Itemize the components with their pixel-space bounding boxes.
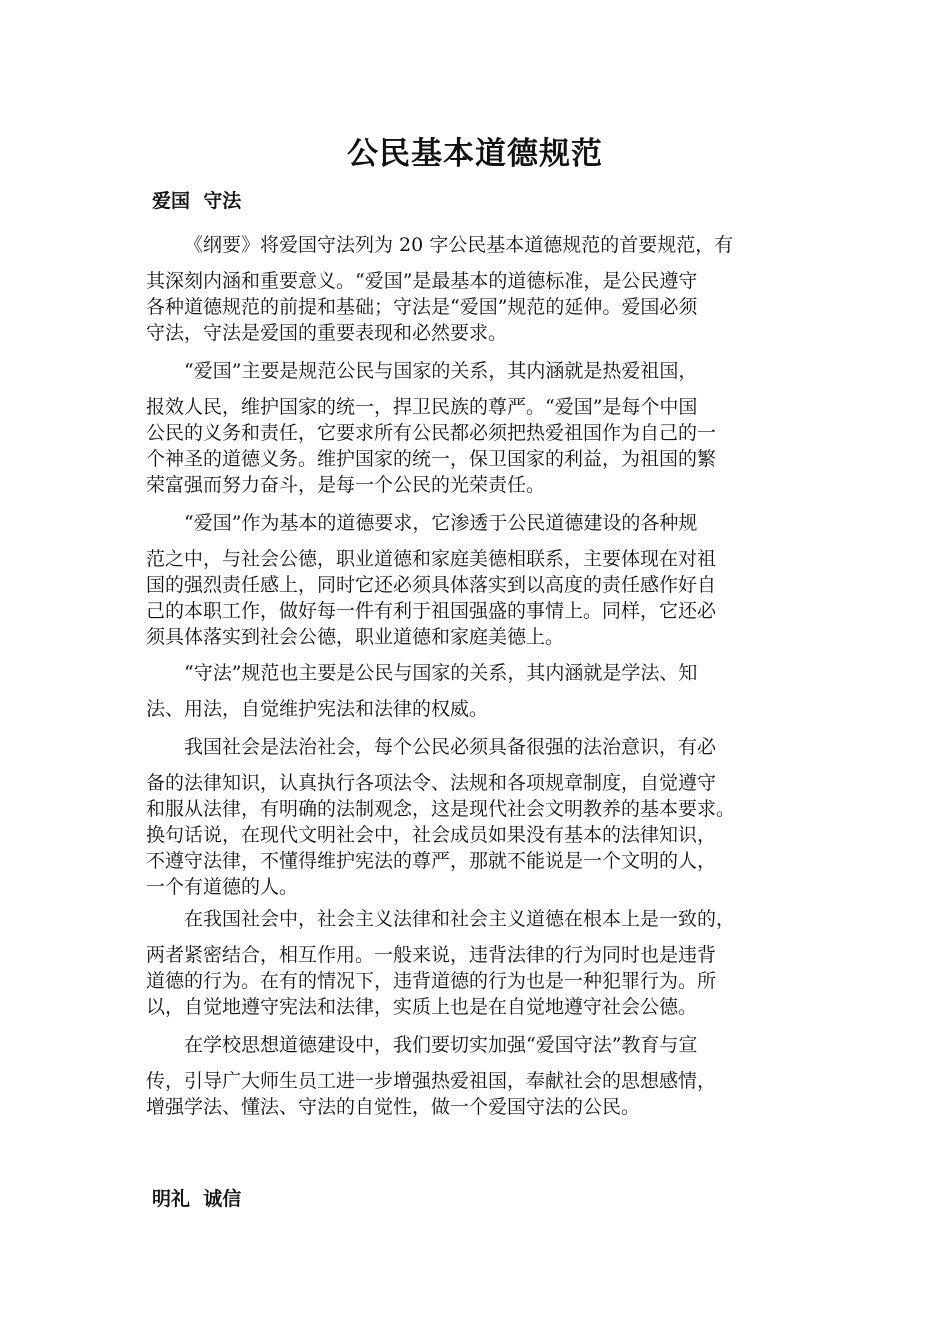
section-heading-courtesy: 明礼 诚信 (152, 1188, 242, 1210)
paragraph-line: 换句话说，在现代文明社会中，社会成员如果没有基本的法律知识， (146, 824, 717, 846)
paragraph-line: 增强学法、懂法、守法的自觉性，做一个爱国守法的公民。 (146, 1096, 641, 1118)
paragraph-line: 己的本职工作，做好每一件有利于祖国强盛的事情上。同样，它还必 (146, 600, 717, 622)
paragraph-line: 我国社会是法治社会，每个公民必须具备很强的法治意识，有必 (184, 736, 717, 758)
paragraph-line: 一个有道德的人。 (146, 876, 299, 898)
section-heading-patriotism: 爱国 守法 (152, 190, 242, 212)
paragraph-7 (146, 1032, 818, 1120)
paragraph-line: 须具体落实到社会公德，职业道德和家庭美德上。 (146, 626, 565, 648)
paragraph-line: 荣富强而努力奋斗，是每一个公民的光荣责任。 (146, 474, 546, 496)
paragraph-line: 公民的义务和责任，它要求所有公民都必须把热爱祖国作为自己的一 (146, 422, 717, 444)
document-title: 公民基本道德规范 (347, 136, 603, 172)
paragraph-line: 和服从法律，有明确的法制观念，这是现代社会文明教养的基本要求。 (146, 798, 736, 820)
paragraph-line: 道德的行为。在有的情况下，违背道德的行为也是一种犯罪行为。所 (146, 970, 717, 992)
paragraph-line: 以，自觉地遵守宪法和法律，实质上也是在自觉地遵守社会公德。 (146, 996, 698, 1018)
paragraph-line: 各种道德规范的前提和基础；守法是“爱国”规范的延伸。爱国必须 (146, 296, 698, 318)
paragraph-line: 国的强烈责任感上，同时它还必须具体落实到以高度的责任感作好自 (146, 574, 717, 596)
paragraph-line: 个神圣的道德义务。维护国家的统一，保卫国家的利益，为祖国的繁 (146, 448, 717, 470)
paragraph-line: 备的法律知识，认真执行各项法令、法规和各项规章制度，自觉遵守 (146, 772, 717, 794)
paragraph-line: “守法”规范也主要是公民与国家的关系，其内涵就是学法、知 (184, 662, 698, 684)
paragraph-5 (146, 734, 818, 900)
paragraph-line: “爱国”作为基本的道德要求，它渗透于公民道德建设的各种规 (184, 512, 698, 534)
paragraph-2 (146, 358, 818, 498)
paragraph-3 (146, 510, 818, 650)
paragraph-4 (146, 660, 818, 722)
paragraph-line: 不遵守法律，不懂得维护宪法的尊严，那就不能说是一个文明的人， (146, 850, 717, 872)
paragraph-line: 范之中，与社会公德，职业道德和家庭美德相联系，主要体现在对祖 (146, 548, 717, 570)
paragraph-line: 《纲要》将爱国守法列为 20 字公民基本道德规范的首要规范，有 (184, 234, 734, 256)
paragraph-line: 法、用法，自觉维护宪法和法律的权威。 (146, 698, 489, 720)
paragraph-line: 传，引导广大师生员工进一步增强热爱祖国，奉献社会的思想感情， (146, 1070, 717, 1092)
paragraph-line: 报效人民，维护国家的统一，捍卫民族的尊严。“爱国”是每个中国 (146, 396, 698, 418)
paragraph-line: 在我国社会中，社会主义法律和社会主义道德在根本上是一致的， (184, 908, 736, 930)
paragraph-1 (146, 232, 818, 346)
paragraph-line: 在学校思想道德建设中，我们要切实加强“爱国守法”教育与宣 (184, 1034, 698, 1056)
paragraph-line: 其深刻内涵和重要意义。“爱国”是最基本的道德标准，是公民遵守 (146, 270, 698, 292)
paragraph-line: 两者紧密结合，相互作用。一般来说，违背法律的行为同时也是违背 (146, 944, 717, 966)
paragraph-6 (146, 906, 818, 1020)
paragraph-line: “爱国”主要是规范公民与国家的关系，其内涵就是热爱祖国， (184, 360, 698, 382)
paragraph-line: 守法，守法是爱国的重要表现和必然要求。 (146, 322, 508, 344)
